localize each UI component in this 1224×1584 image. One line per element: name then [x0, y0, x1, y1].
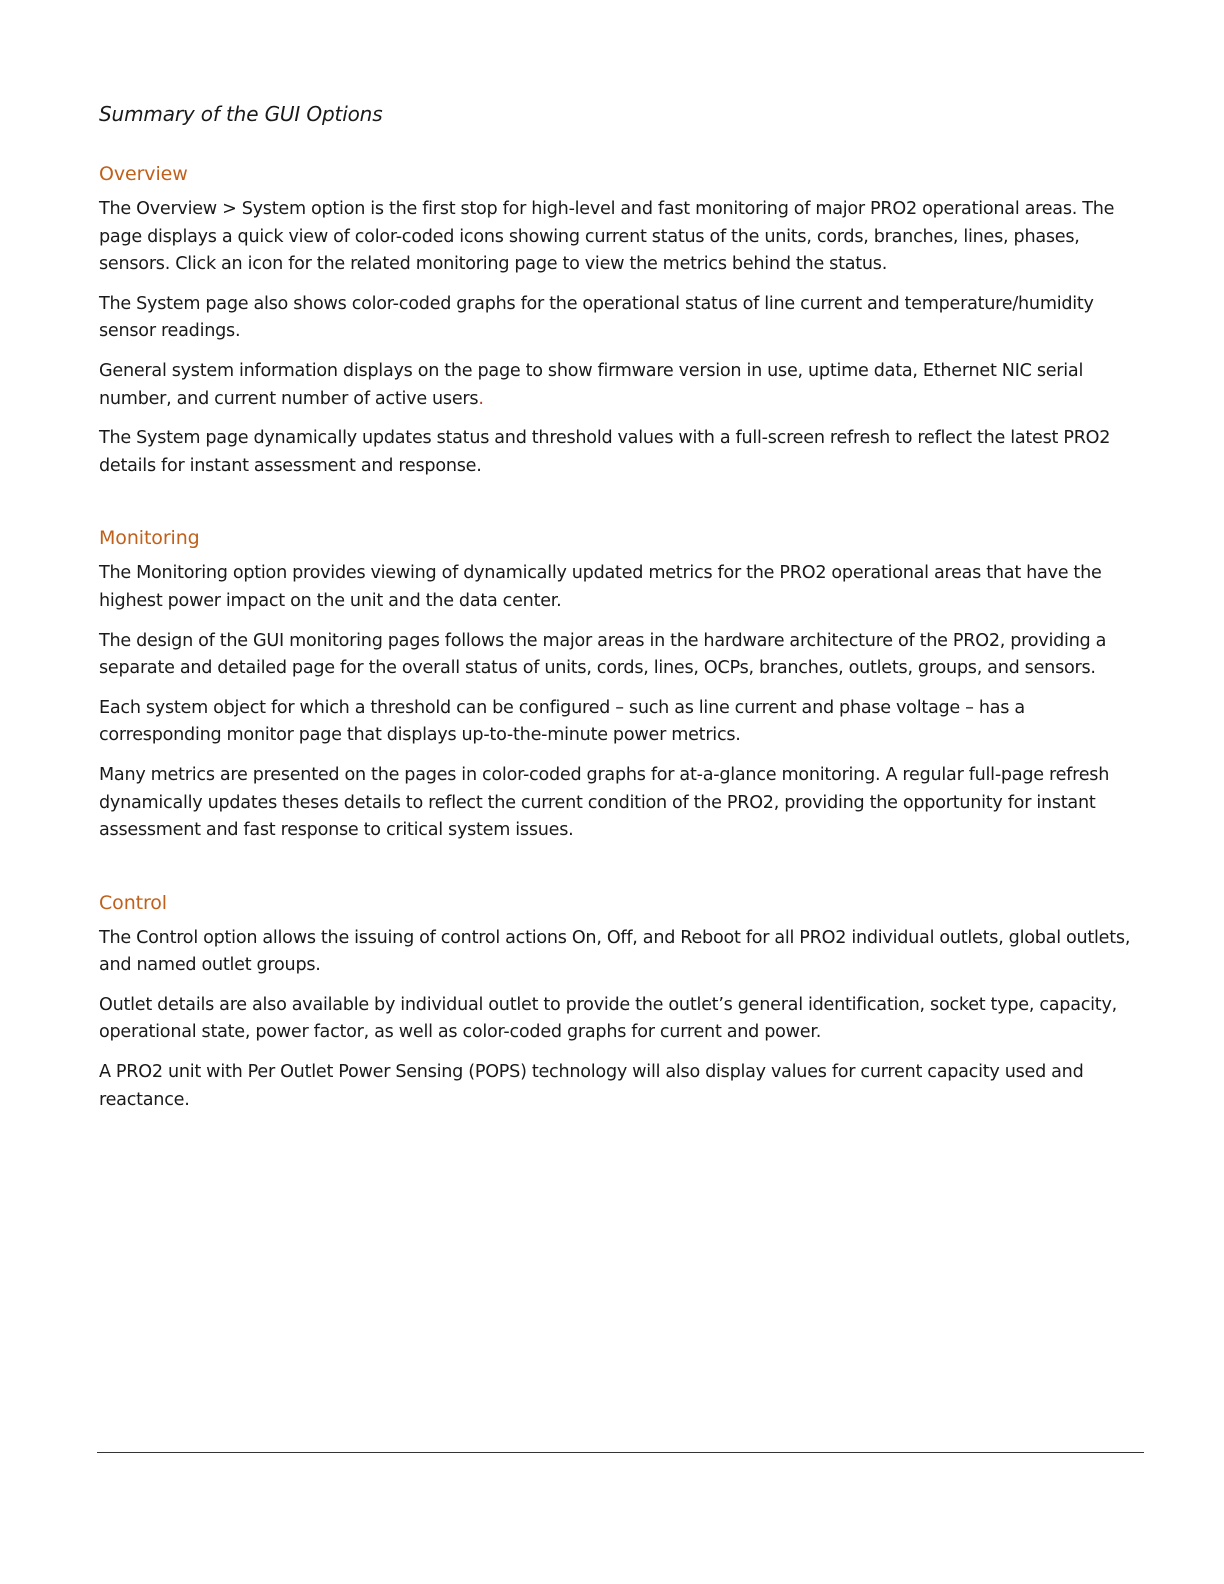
overview-paragraph-3: [99, 358, 1144, 413]
monitoring-paragraph-3: Each system object for which a threshold can be configured – such as line current and phase voltage – has a corresponding monitor page that displays up-to-the-minute power metrics.: [99, 697, 1025, 746]
control-paragraph-2: Outlet details are also available by individual outlet to provide the outlet’s general identification, socket type, capacity, operational state, power factor, as well as color-coded graphs for current and power.: [99, 994, 1117, 1043]
monitoring-paragraph-4: Many metrics are presented on the pages in color-coded graphs for at-a-glance monitoring. A regular full-page refresh dynamically updates theses details to reflect the current condition of the PRO2, providing the opportunity for instant assessment and fast response to critical system issues.: [99, 764, 1110, 841]
section-heading-monitoring: Monitoring: [99, 527, 200, 550]
section-heading-overview: Overview: [99, 163, 188, 185]
document-page: [99, 98, 1144, 1126]
section-monitoring: [99, 522, 1144, 844]
footer-divider: [97, 1452, 1144, 1453]
overview-paragraph-3-period: .: [478, 388, 484, 409]
overview-paragraph-2: The System page also shows color-coded graphs for the operational status of line current and temperature/humidity sensor readings.: [99, 293, 1094, 342]
monitoring-paragraph-1: The Monitoring option provides viewing of dynamically updated metrics for the PRO2 operational areas that have the highest power impact on the unit and the data center.: [99, 563, 1102, 611]
section-control: [99, 887, 1144, 1115]
control-paragraph-1: The Control option allows the issuing of control actions On, Off, and Reboot for all PRO2 individual outlets, global outlets, and named outlet groups.: [99, 927, 1131, 976]
control-paragraph-3: A PRO2 unit with Per Outlet Power Sensing (POPS) technology will also display values for current capacity used and reactance.: [99, 1062, 1084, 1110]
section-overview: [99, 158, 1144, 480]
monitoring-paragraph-2: The design of the GUI monitoring pages follows the major areas in the hardware architecture of the PRO2, providing a separate and detailed page for the overall status of units, cords, lines, OCPs, branches, outlets, groups, and sensors.: [99, 630, 1107, 679]
overview-paragraph-1: The Overview > System option is the first stop for high-level and fast monitoring of major PRO2 operational areas. The page displays a quick view of color-coded icons showing current status of the units, cords, branches, lines, phases, sensors. Click an icon for the related monitoring page to view the metrics behind the status.: [99, 199, 1115, 275]
document-title: Summary of the GUI Options: [99, 102, 383, 126]
section-heading-control: Control: [99, 891, 167, 914]
overview-paragraph-4: The System page dynamically updates status and threshold values with a full-screen refresh to reflect the latest PRO2 details for instant assessment and response.: [99, 428, 1111, 476]
overview-paragraph-3-text: General system information displays on the page to show firmware version in use, uptime data, Ethernet NIC serial number, and current number of active users: [99, 360, 1084, 409]
